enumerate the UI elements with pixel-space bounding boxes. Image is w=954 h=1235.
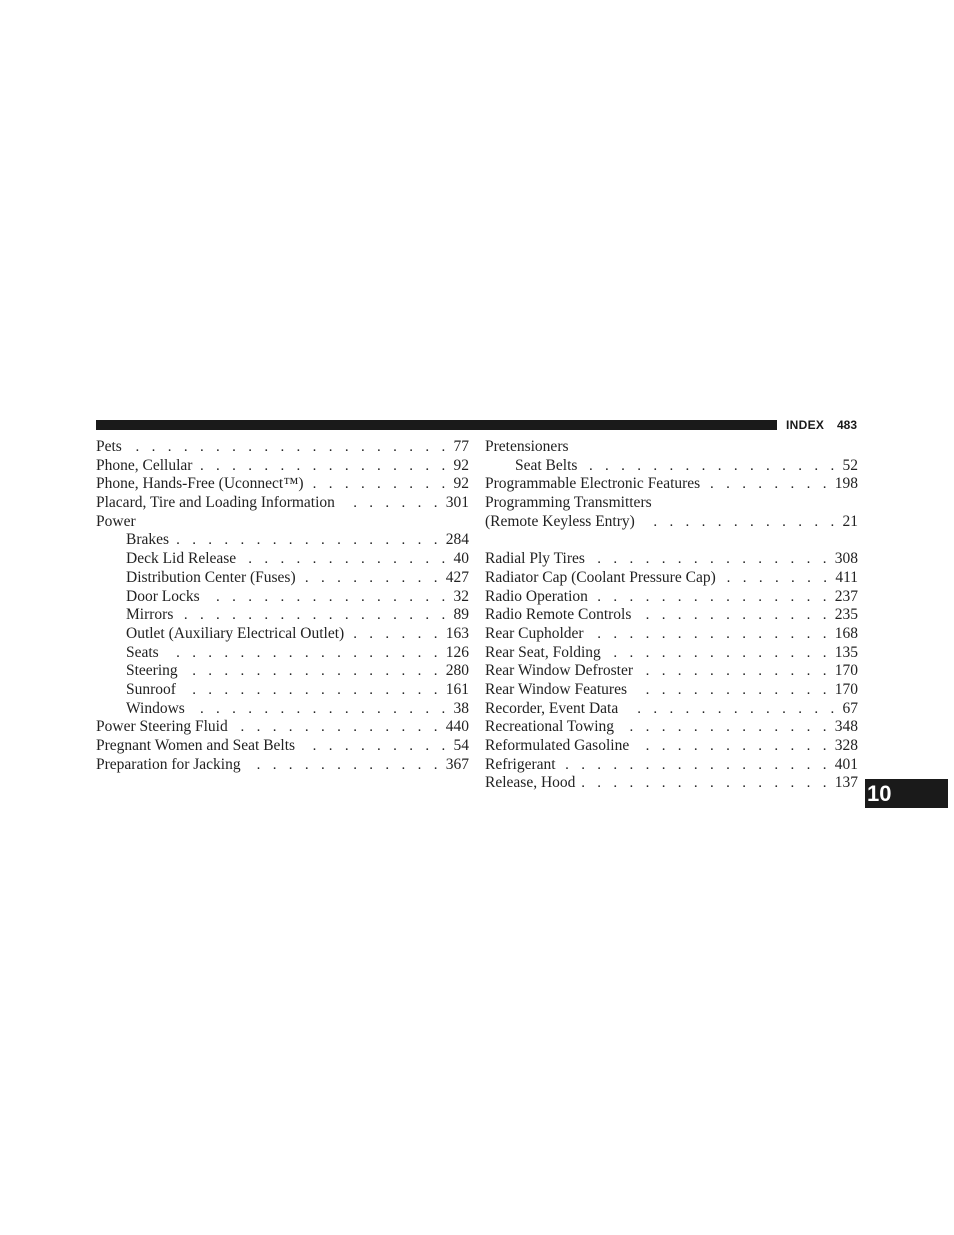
section-title: INDEX [786,418,825,432]
leader-dots [206,588,450,607]
leader-dots [128,438,450,457]
entry-page: 401 [834,755,858,773]
chapter-tab[interactable]: 10 [865,779,948,808]
entry-label: Rear Window Features [485,680,627,698]
leader-dots [624,700,838,719]
entry-page: 126 [445,643,469,661]
entry-label: Deck Lid Release [126,550,237,568]
entry-page: 237 [834,587,858,605]
index-entry[interactable] [485,588,858,607]
header-rule [96,420,777,430]
leader-dots [234,718,442,737]
leader-dots [590,625,831,644]
entry-label: Radio Remote Controls [485,606,632,624]
leader-dots [635,737,831,756]
entry-page: 137 [834,774,858,792]
entry-page: 411 [835,568,858,586]
leader-dots [583,457,838,476]
entry-label: Door Locks [126,587,200,605]
index-entry[interactable] [96,718,469,737]
index-entry[interactable] [96,588,469,607]
leader-dots [182,681,442,700]
entry-label: Refrigerant [485,755,556,773]
entry-label: Radio Operation [485,587,588,605]
leader-dots [594,588,831,607]
leader-dots [639,662,831,681]
index-entry[interactable] [96,681,469,700]
leader-dots [198,457,449,476]
leader-dots [247,756,442,775]
index-entry[interactable] [485,681,858,700]
entry-page: 348 [834,718,858,736]
leader-dots [301,737,449,756]
entry-label: Rear Cupholder [485,624,584,642]
entry-label: Mirrors [126,606,174,624]
entry-label: Sunroof [126,680,176,698]
entry-page: 367 [445,755,469,773]
index-entry[interactable] [96,737,469,756]
index-entry[interactable] [485,774,858,793]
entry-label: (Remote Keyless Entry) [485,512,635,530]
spacer [485,531,858,550]
entry-page: 170 [834,662,858,680]
leader-dots [184,662,442,681]
entry-page: 284 [445,531,469,549]
entry-label: Windows [126,699,185,717]
leader-dots [706,475,831,494]
leader-dots [633,681,831,700]
leader-dots [722,569,832,588]
index-entry[interactable] [96,700,469,719]
index-entry[interactable] [485,756,858,775]
leader-dots [350,625,442,644]
entry-label: Rear Seat, Folding [485,643,601,661]
entry-label: Radial Ply Tires [485,550,585,568]
entry-label: Pregnant Women and Seat Belts [96,737,296,754]
leader-dots [310,475,450,494]
leader-dots [242,550,449,569]
index-column-left [96,438,469,774]
entry-label: Placard, Tire and Loading Information [96,494,335,512]
index-entry[interactable] [96,531,469,550]
index-entry[interactable] [485,644,858,663]
entry-label: Preparation for Jacking [96,755,241,773]
entry-page: 308 [834,550,858,568]
leader-dots [562,756,831,775]
entry-page: 32 [453,587,469,605]
index-entry[interactable] [96,644,469,663]
index-entry[interactable] [485,625,858,644]
entry-label: Outlet (Auxiliary Electrical Outlet) [126,624,345,642]
entry-page: 92 [453,475,469,493]
entry-label: Seats [126,643,159,661]
index-entry[interactable] [96,494,469,513]
index-entry[interactable] [485,569,858,588]
index-entry[interactable] [96,475,469,494]
index-entry[interactable] [96,662,469,681]
leader-dots [165,644,442,663]
entry-label: Steering [126,662,178,680]
index-entry[interactable] [96,550,469,569]
index-entry[interactable] [96,457,469,476]
entry-page: 92 [453,456,469,474]
index-entry[interactable] [485,718,858,737]
entry-page: 280 [445,662,469,680]
entry-page: 163 [445,624,469,642]
leader-dots [302,569,442,588]
entry-label: Programmable Electronic Features [485,475,701,493]
index-entry[interactable] [485,662,858,681]
leader-dots [581,774,830,793]
entry-page: 168 [834,624,858,642]
entry-page: 52 [842,456,858,474]
leader-dots [591,550,831,569]
index-entry[interactable] [96,569,469,588]
index-heading: Pretensioners [485,438,569,455]
index-entry[interactable] [96,606,469,625]
entry-page: 21 [842,512,858,530]
index-entry[interactable] [96,756,469,775]
index-heading: Programming Transmitters [485,494,652,512]
entry-label: Recreational Towing [485,718,615,736]
entry-page: 40 [453,550,469,568]
page-number: 483 [837,418,858,432]
index-entry[interactable] [96,438,469,457]
index-entry[interactable] [485,700,858,719]
entry-page: 198 [834,475,858,493]
entry-page: 135 [834,643,858,661]
leader-dots [341,494,442,513]
entry-label: Distribution Center (Fuses) [126,568,296,586]
entry-page: 89 [453,606,469,624]
entry-page: 67 [842,699,858,717]
leader-dots [179,606,449,625]
entry-label: Reformulated Gasoline [485,737,630,754]
index-entry[interactable] [485,457,858,476]
index-entry[interactable] [485,513,858,532]
entry-label: Phone, Hands-Free (Uconnect™) [96,475,304,493]
entry-page: 161 [445,680,469,698]
entry-page: 38 [453,699,469,717]
entry-page: 427 [445,568,469,586]
entry-page: 54 [453,737,469,754]
entry-label: Pets [96,438,122,455]
entry-page: 77 [453,438,469,455]
entry-label: Power Steering Fluid [96,718,228,736]
entry-label: Seat Belts [515,456,578,474]
entry-page: 440 [445,718,469,736]
entry-page: 328 [834,737,858,754]
leader-dots [641,513,839,532]
index-entry[interactable] [485,737,858,756]
leader-dots [620,718,831,737]
index-column-right [485,438,858,793]
index-heading: Power [96,512,136,530]
index-entry[interactable] [485,550,858,569]
entry-label: Brakes [126,531,170,549]
entry-page: 235 [834,606,858,624]
index-entry[interactable] [96,625,469,644]
entry-label: Recorder, Event Data [485,699,619,717]
entry-page: 170 [834,680,858,698]
entry-label: Radiator Cap (Coolant Pressure Cap) [485,568,716,586]
entry-label: Release, Hood [485,774,576,792]
entry-label: Phone, Cellular [96,456,193,474]
entry-page: 301 [445,494,469,512]
index-entry[interactable] [485,475,858,494]
entry-label: Rear Window Defroster [485,662,634,680]
leader-dots [607,644,831,663]
leader-dots [175,531,442,550]
index-entry[interactable] [485,606,858,625]
leader-dots [637,606,830,625]
leader-dots [191,700,450,719]
